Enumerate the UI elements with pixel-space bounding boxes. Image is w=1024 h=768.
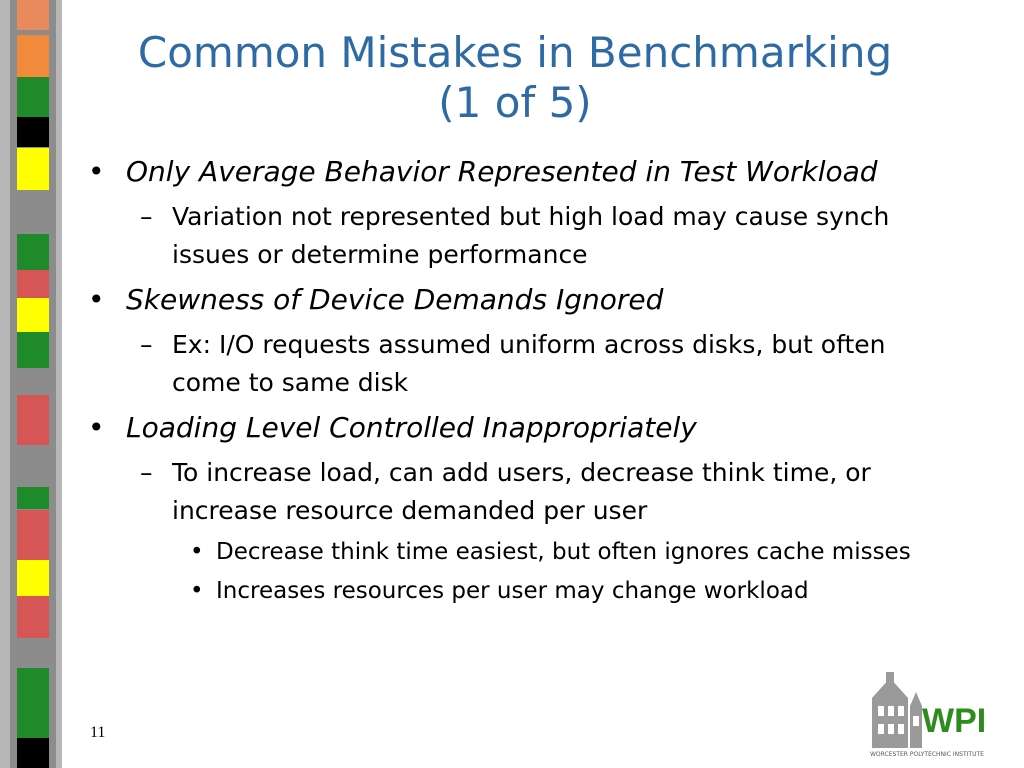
page-number: 11 — [90, 724, 106, 741]
bullet-text: Only Average Behavior Represented in Test Workload — [126, 155, 878, 188]
sub-sub-bullet-item — [190, 575, 948, 608]
bullet-dot-icon: • — [190, 539, 204, 565]
sub-bullet-item — [140, 198, 948, 274]
sub-bullet-item — [140, 326, 948, 402]
slide-title — [80, 28, 950, 128]
dash-icon: – — [140, 458, 153, 487]
stripe-block — [17, 332, 49, 368]
stripe-block — [17, 77, 49, 117]
stripe-block — [17, 35, 49, 77]
bullet-text: Loading Level Controlled Inappropriately — [126, 411, 697, 444]
sub-bullet-text: Variation not represented but high load may cause synch issues or determine performance — [172, 202, 890, 269]
stripe-block — [17, 560, 49, 596]
title-line-1: Common Mistakes in Benchmarking — [137, 28, 893, 77]
title-line-2: (1 of 5) — [438, 78, 592, 127]
logo-text: WPI — [922, 702, 987, 740]
stripe-block — [17, 395, 49, 445]
stripe-block — [17, 234, 49, 270]
bullet-item — [88, 408, 948, 448]
bullet-item — [88, 280, 948, 320]
sub-bullet-text: To increase load, can add users, decrease think time, or increase resource demanded per user — [172, 458, 871, 525]
stripe-block — [17, 298, 49, 332]
stripe-block — [17, 0, 49, 30]
decorative-color-stripe — [0, 0, 62, 768]
stripe-block — [17, 510, 49, 560]
bullet-dot-icon: • — [88, 155, 105, 188]
slide-body — [88, 152, 948, 614]
sub-sub-bullet-text: Increases resources per user may change workload — [216, 578, 809, 604]
sub-sub-bullet-item — [190, 536, 948, 569]
sub-bullet-text: Ex: I/O requests assumed uniform across disks, but often come to same disk — [172, 330, 886, 397]
sub-sub-bullet-text: Decrease think time easiest, but often ignores cache misses — [216, 539, 911, 565]
stripe-block — [17, 668, 49, 738]
dash-icon: – — [140, 330, 153, 359]
logo-caption: WORCESTER POLYTECHNIC INSTITUTE — [870, 751, 984, 758]
bullet-dot-icon: • — [190, 578, 204, 604]
bullet-item — [88, 152, 948, 192]
stripe-block — [17, 596, 49, 638]
stripe-block — [17, 487, 49, 509]
bullet-dot-icon: • — [88, 283, 105, 316]
dash-icon: – — [140, 202, 153, 231]
bullet-text: Skewness of Device Demands Ignored — [126, 283, 664, 316]
bullet-dot-icon: • — [88, 411, 105, 444]
wpi-logo — [866, 672, 1016, 762]
stripe-block — [17, 738, 49, 768]
stripe-block — [17, 117, 49, 147]
wpi-logo-icon — [866, 672, 1016, 762]
sub-bullet-item — [140, 454, 948, 530]
stripe-block — [17, 270, 49, 298]
stripe-block — [17, 148, 49, 190]
